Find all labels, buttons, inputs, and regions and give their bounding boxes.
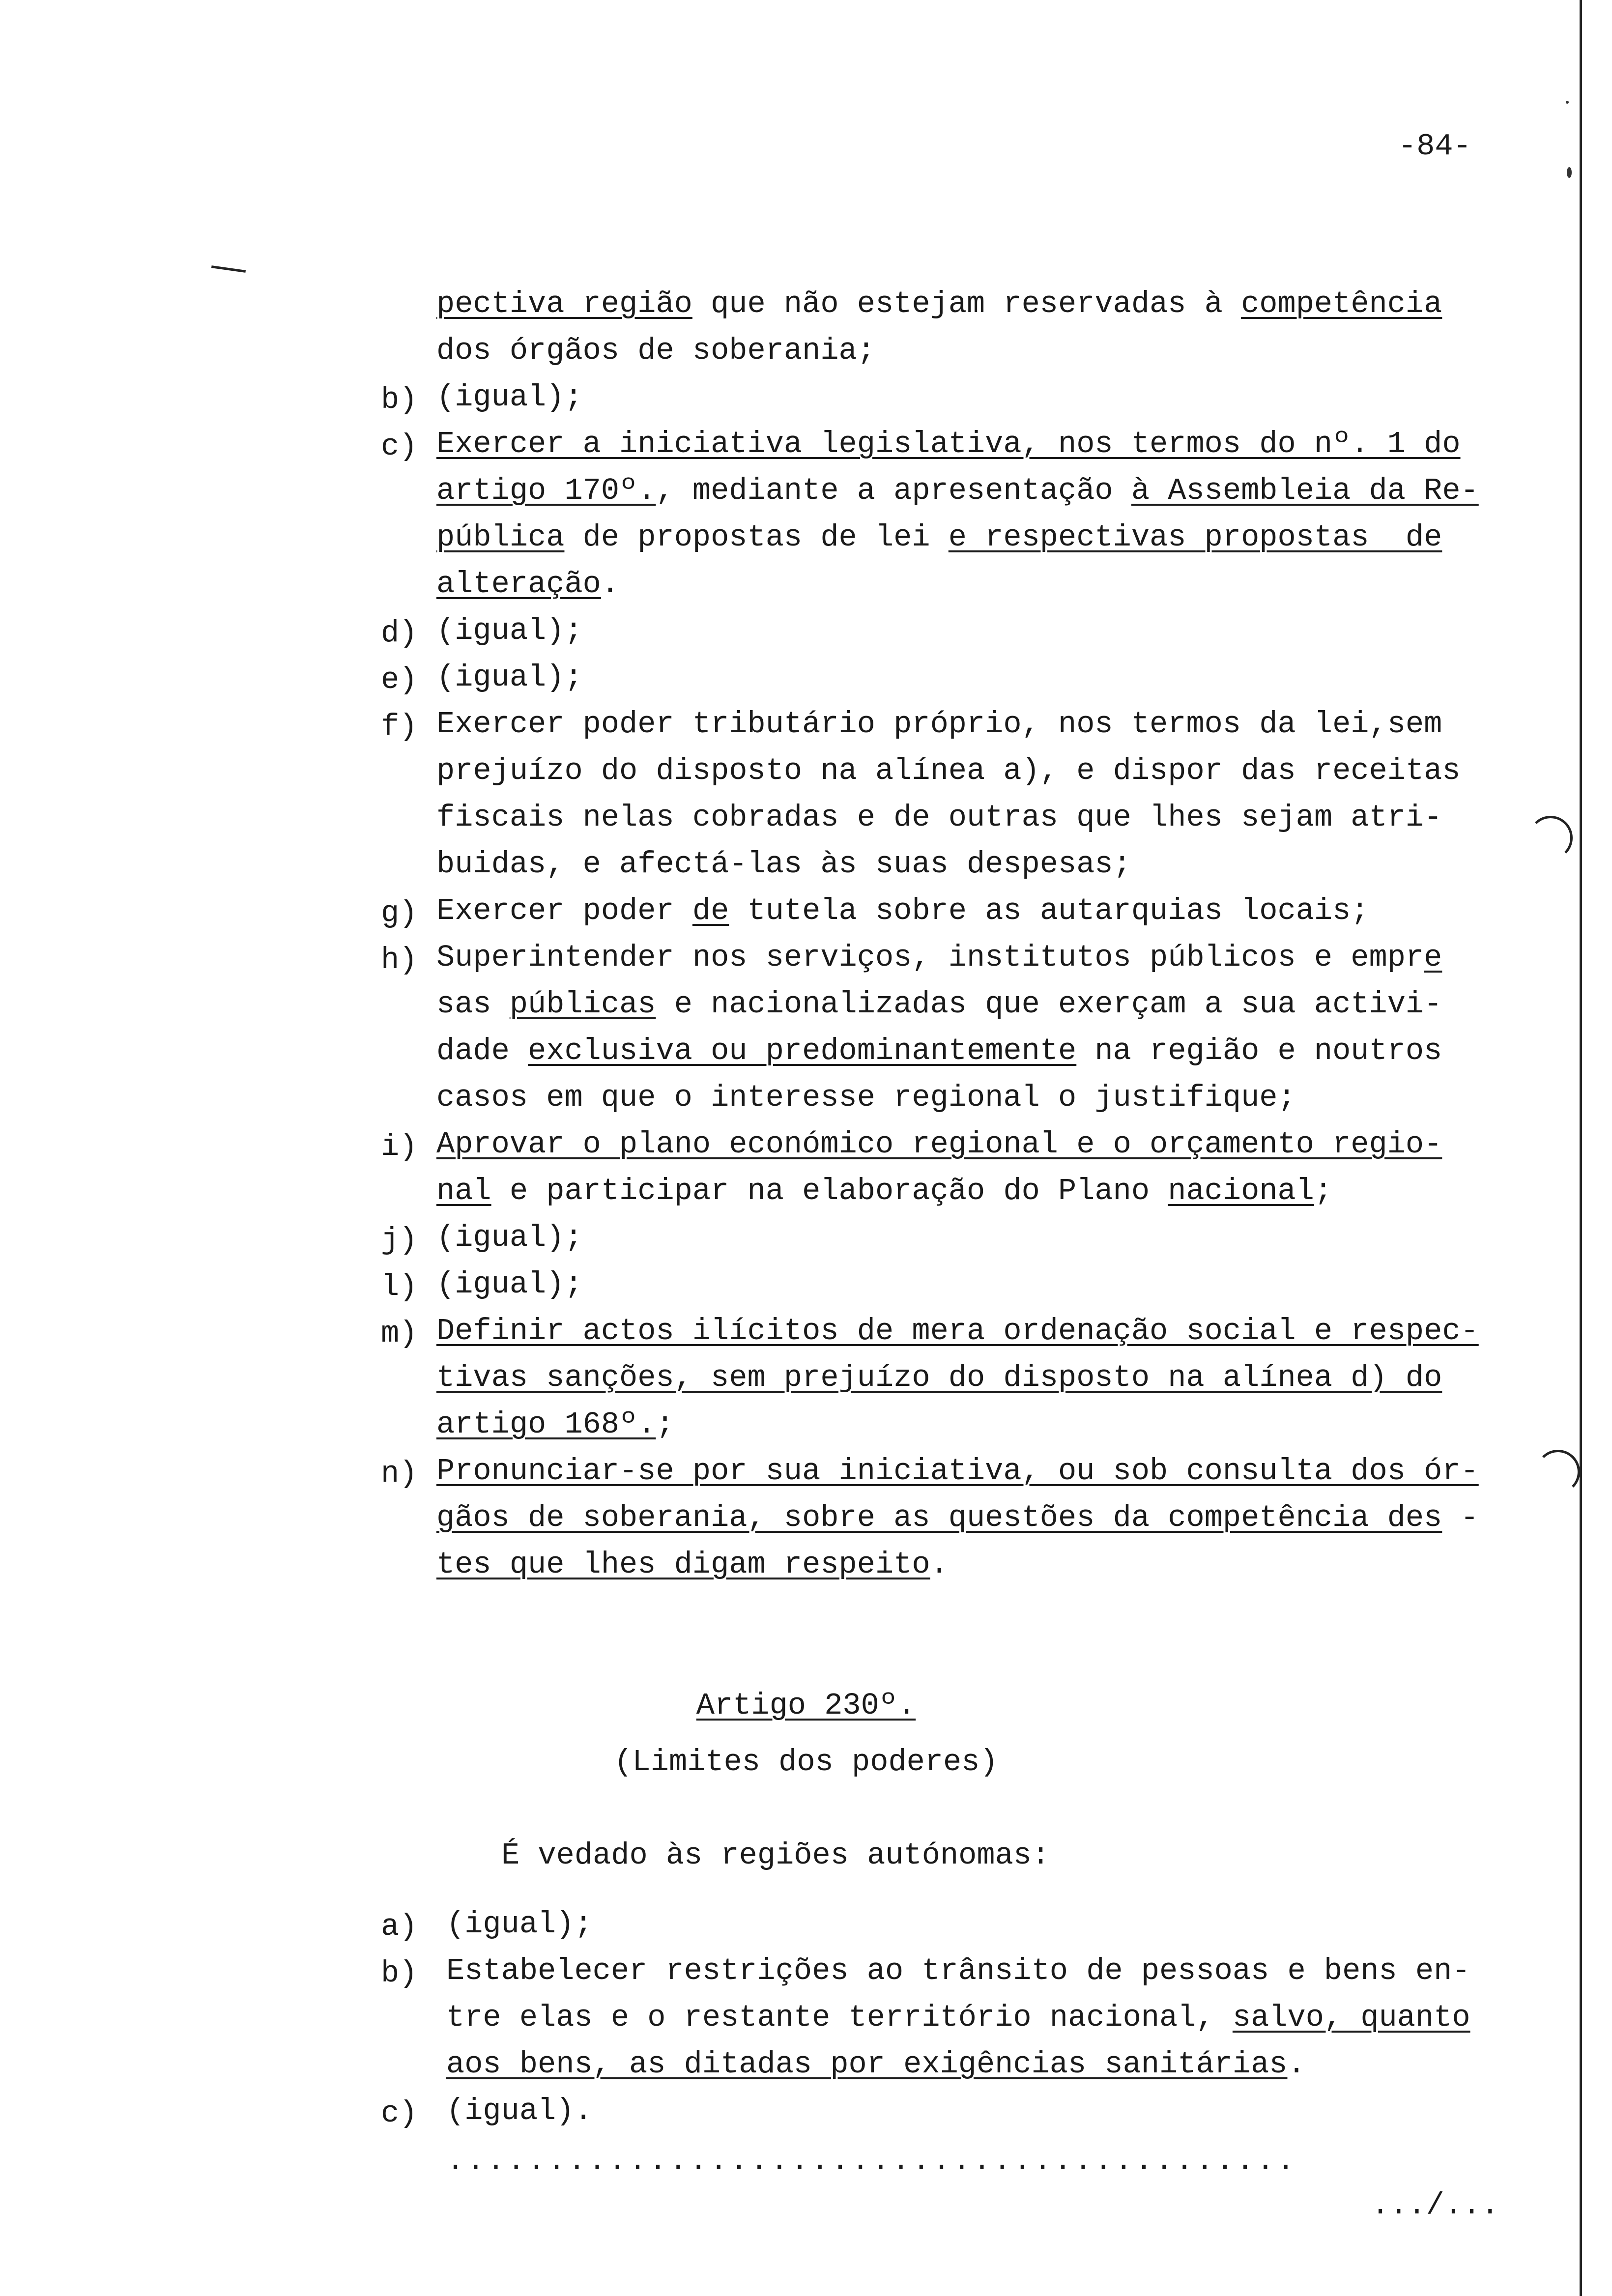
item-line — [436, 709, 1442, 740]
text-run: (igual); — [436, 1220, 583, 1255]
item-line — [436, 1409, 674, 1440]
item-label: e) — [381, 662, 418, 697]
item-label: g) — [381, 896, 418, 931]
underlined-text: à Assembleia da Re- — [1131, 473, 1479, 508]
item-line — [436, 1033, 1442, 1068]
article-item-label: b) — [381, 1956, 418, 1991]
item-line — [436, 429, 1461, 459]
article-item-line — [446, 1953, 1470, 1988]
text-run: (igual); — [446, 1907, 593, 1942]
item-line — [436, 989, 1442, 1020]
underlined-text: gãos de soberania, sobre as questões da competência des — [436, 1500, 1442, 1535]
article-subtitle: (Limites dos poderes) — [614, 1745, 998, 1779]
item-line — [436, 1500, 1479, 1535]
article-intro: É vedado às regiões autónomas: — [501, 1838, 1050, 1873]
text-run: sas — [436, 987, 510, 1022]
item-label: d) — [381, 616, 418, 651]
text-run: (igual); — [436, 613, 583, 648]
item-line — [436, 1360, 1442, 1395]
article-item-line — [446, 2049, 1306, 2080]
underlined-text: Exercer a iniciativa legislativa, nos termos do nº. 1 do — [436, 427, 1461, 461]
text-run: casos em que o interesse regional o justifique; — [436, 1080, 1296, 1115]
item-line — [436, 1176, 1332, 1206]
text-run: e nacionalizadas que exerçam a sua activi- — [656, 987, 1442, 1022]
continued-marker: .../... — [1371, 2188, 1499, 2223]
text-run: Exercer poder — [436, 893, 692, 928]
text-run: (igual); — [436, 380, 583, 415]
underlined-text: nal — [436, 1174, 491, 1208]
margin-arc-mark — [1536, 1450, 1580, 1494]
item-line — [436, 753, 1461, 788]
item-line — [436, 893, 1369, 928]
item-label: c) — [381, 429, 418, 464]
underlined-text: exclusiva ou predominantemente — [528, 1033, 1077, 1068]
text-run: ; — [1314, 1174, 1333, 1208]
page-edge — [1580, 0, 1582, 2296]
item-line — [436, 800, 1442, 835]
text-run: Estabelecer restrições ao trânsito de pessoas e bens en- — [446, 1953, 1470, 1988]
text-run: na região e noutros — [1076, 1033, 1442, 1068]
text-run: (igual); — [436, 660, 583, 695]
underlined-text: salvo, quanto — [1232, 2000, 1470, 2035]
text-run: - — [1442, 1500, 1479, 1535]
text-run: (igual). — [446, 2094, 593, 2128]
item-label: l) — [381, 1269, 418, 1304]
underlined-text: artigo 170º. — [436, 473, 656, 508]
text-run: dade — [436, 1033, 528, 1068]
item-line — [436, 522, 1442, 553]
item-line — [436, 613, 583, 648]
article-item-label: c) — [381, 2096, 418, 2131]
text-run: que não estejam reservadas à — [692, 287, 1241, 321]
text-run: buidas, e afectá-las às suas despesas; — [436, 847, 1131, 882]
article-item-line — [446, 2096, 593, 2126]
text-run: de propostas de lei — [564, 520, 949, 555]
text-run: . — [1287, 2047, 1306, 2082]
page-number: -84- — [1398, 129, 1471, 164]
item-label: n) — [381, 1456, 418, 1491]
underlined-text: Pronunciar-se por sua iniciativa, ou sob consulta dos ór- — [436, 1454, 1479, 1489]
item-label: h) — [381, 943, 418, 977]
text-run: fiscais nelas cobradas e de outras que lhes sejam atri- — [436, 800, 1442, 835]
text-run: ; — [656, 1407, 674, 1442]
item-label: f) — [381, 709, 418, 744]
underlined-text: competência — [1241, 287, 1442, 321]
continuation-line — [436, 289, 1442, 319]
text-run: tre elas e o restante território nacional, — [446, 2000, 1233, 2035]
text-run: Exercer poder tributário próprio, nos termos da lei,sem — [436, 707, 1442, 742]
underlined-text: Aprovar o plano económico regional e o orçamento regio- — [436, 1127, 1442, 1162]
text-run: (igual); — [436, 1267, 583, 1302]
text-run: . — [601, 567, 620, 602]
text-run: Superintender nos serviços, institutos públicos e empr — [436, 940, 1424, 975]
item-line — [436, 940, 1442, 975]
article-item-line — [446, 2000, 1470, 2035]
underlined-text: aos bens, as ditadas por exigências sanitárias — [446, 2047, 1288, 2082]
speck — [1566, 101, 1569, 104]
dotted-separator: .......................................... — [446, 2144, 1297, 2179]
margin-arc-mark — [1528, 816, 1573, 860]
underlined-text: e respectivas propostas de — [948, 520, 1442, 555]
underlined-text: públicas — [509, 987, 656, 1022]
underlined-text: tes que lhes digam respeito — [436, 1547, 930, 1582]
text-run: tutela sobre as autarquias locais; — [729, 893, 1369, 928]
continuation-line — [436, 333, 875, 368]
article-item-label: a) — [381, 1909, 418, 1944]
underlined-text: pectiva região — [436, 287, 692, 321]
item-line — [436, 473, 1479, 508]
item-line — [436, 569, 619, 600]
item-line — [436, 1269, 583, 1300]
text-run: prejuízo do disposto na alínea a), e dispor das receitas — [436, 753, 1461, 788]
item-line — [436, 662, 583, 693]
margin-mark — [211, 265, 246, 273]
item-line — [436, 1547, 949, 1582]
item-line — [436, 1316, 1479, 1347]
item-label: j) — [381, 1223, 418, 1258]
speck — [1567, 167, 1572, 178]
underlined-text: artigo 168º. — [436, 1407, 656, 1442]
text-run: . — [930, 1547, 949, 1582]
item-label: m) — [381, 1316, 418, 1351]
article-item-line — [446, 1909, 593, 1940]
text-run: e participar na elaboração do Plano — [491, 1174, 1168, 1208]
item-line — [436, 1080, 1296, 1115]
item-label: i) — [381, 1129, 418, 1164]
text-run: dos órgãos de soberania; — [436, 333, 875, 368]
underlined-text: alteração — [436, 567, 601, 602]
text-run: , mediante a apresentação — [656, 473, 1131, 508]
underlined-text: pública — [436, 520, 565, 555]
underlined-text: Definir actos ilícitos de mera ordenação social e respec- — [436, 1314, 1479, 1349]
item-line — [436, 1220, 583, 1255]
underlined-text: tivas sanções, sem prejuízo do disposto na alínea d) do — [436, 1360, 1442, 1395]
item-label: b) — [381, 382, 418, 417]
article-heading: Artigo 230º. — [696, 1688, 916, 1723]
underlined-text: nacional — [1168, 1174, 1314, 1208]
item-line — [436, 849, 1131, 880]
item-line — [436, 382, 583, 413]
underlined-text: e — [1424, 940, 1442, 975]
item-line — [436, 1129, 1442, 1160]
underlined-text: de — [692, 893, 729, 928]
item-line — [436, 1456, 1479, 1487]
